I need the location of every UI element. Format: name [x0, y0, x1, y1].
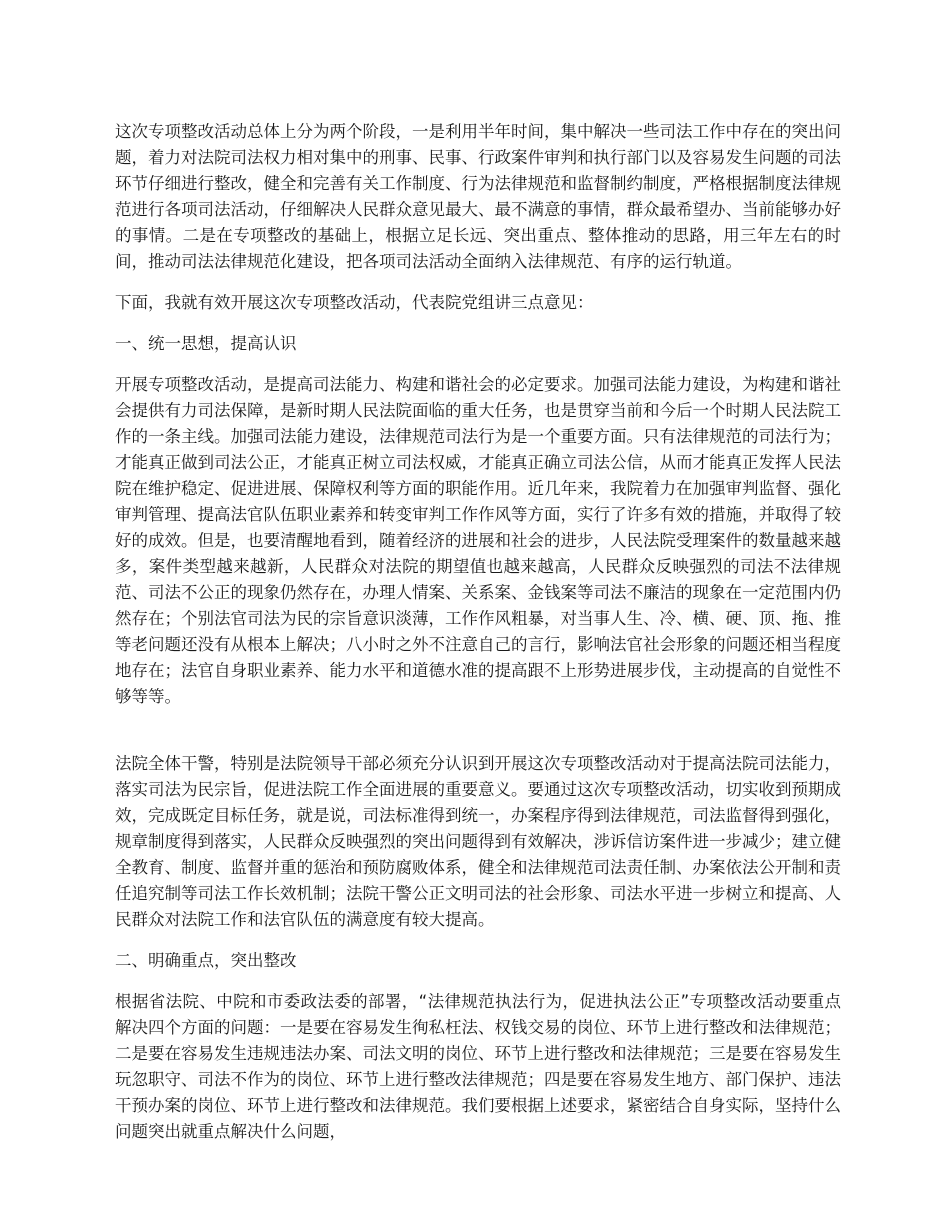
paragraph-gap	[115, 933, 841, 948]
paragraph-key-problems: 根据省法院、中院和市委政法委的部署，“法律规范执法行为，促进执法公正”专项整改活动要重点解决四个方面的问题：一是要在容易发生徇私枉法、权钱交易的岗位、环节上进行整改和法律规范；二是要在容易发生违规违法办案、司法文明的岗位、环节上进行整改和法律规范；三是要在容易发生玩忽职守、司法不作为的岗位、环节上进行整改法律规范；四是要在容易发生地方、部门保护、违法干预办案的岗位、环节上进行整改和法律规范。我们要根据上述要求，紧密结合自身实际，坚持什么问题突出就重点解决什么问题，	[115, 992, 841, 1141]
paragraph-gap	[115, 357, 841, 372]
paragraph-gap	[115, 316, 841, 331]
paragraph-gap	[115, 275, 841, 290]
paragraph-gap	[115, 974, 841, 989]
section-heading-2: 二、明确重点，突出整改	[115, 951, 297, 970]
document-page	[115, 119, 841, 1145]
paragraph-intro-opinions: 下面，我就有效开展这次专项整改活动，代表院党组讲三点意见：	[115, 293, 594, 312]
paragraph-judicial-capacity: 开展专项整改活动，是提高司法能力、构建和谐社会的必定要求。加强司法能力建设，为构建和谐社会提供有力司法保障，是新时期人民法院面临的重大任务，也是贯穿当前和今后一个时期人民法院工作的一条主线。加强司法能力建设，法律规范司法行为是一个重要方面。只有法律规范的司法行为；才能真正做到司法公正，才能真正树立司法权威，才能真正确立司法公信，从而才能真正发挥人民法院在维护稳定、促进进展、保障权利等方面的职能作用。近几年来，我院着力在加强审判监督、强化审判管理、提高法官队伍职业素养和转变审判工作作风等方面，实行了许多有效的措施，并取得了较好的成效。但是，也要清醒地看到，随着经济的进展和社会的进步，人民法院受理案件的数量越来越多，案件类型越来越新，人民群众对法院的期望值也越来越高，人民群众反映强烈的司法不法律规范、司法不公正的现象仍然存在，办理人情案、关系案、金钱案等司法不廉洁的现象在一定范围内仍然存在；个别法官司法为民的宗旨意识淡薄，工作作风粗暴，对当事人生、冷、横、硬、顶、拖、推等老问题还没有从根本上解决；八小时之外不注意自己的言行，影响法官社会形象的问题还相当程度地存在；法官自身职业素养、能力水平和道德水准的提高跟不上形势进展步伐，主动提高的自觉性不够等等。	[115, 375, 841, 706]
paragraph-stage-overview: 这次专项整改活动总体上分为两个阶段，一是利用半年时间，集中解决一些司法工作中存在的突出问题，着力对法院司法权力相对集中的刑事、民事、行政案件审判和执行部门以及容易发生问题的司法环节仔细进行整改，健全和完善有关工作制度、行为法律规范和监督制约制度，严格根据制度法律规范进行各项司法活动，仔细解决人民群众意见最大、最不满意的事情，群众最希望办、当前能够办好的事情。二是在专项整改的基础上，根据立足长远、突出重点、整体推动的思路，用三年左右的时间，推动司法法律规范化建设，把各项司法活动全面纳入法律规范、有序的运行轨道。	[115, 122, 841, 271]
paragraph-all-staff: 法院全体干警，特别是法院领导干部必须充分认识到开展这次专项整改活动对于提高法院司法能力，落实司法为民宗旨，促进法院工作全面进展的重要意义。要通过这次专项整改活动，切实收到预期成效，完成既定目标任务，就是说，司法标准得到统一，办案程序得到法律规范，司法监督得到强化，规章制度得到落实，人民群众反映强烈的突出问题得到有效解决，涉诉信访案件进一步减少；建立健全教育、制度、监督并重的惩治和预防腐败体系，健全和法律规范司法责任制、办案依法公开制和责任追究制等司法工作长效机制；法院干警公正文明司法的社会形象、司法水平进一步树立和提高、人民群众对法院工作和法官队伍的满意度有较大提高。	[115, 754, 841, 929]
paragraph-gap-large	[115, 710, 841, 751]
section-heading-1: 一、统一思想，提高认识	[115, 334, 297, 353]
